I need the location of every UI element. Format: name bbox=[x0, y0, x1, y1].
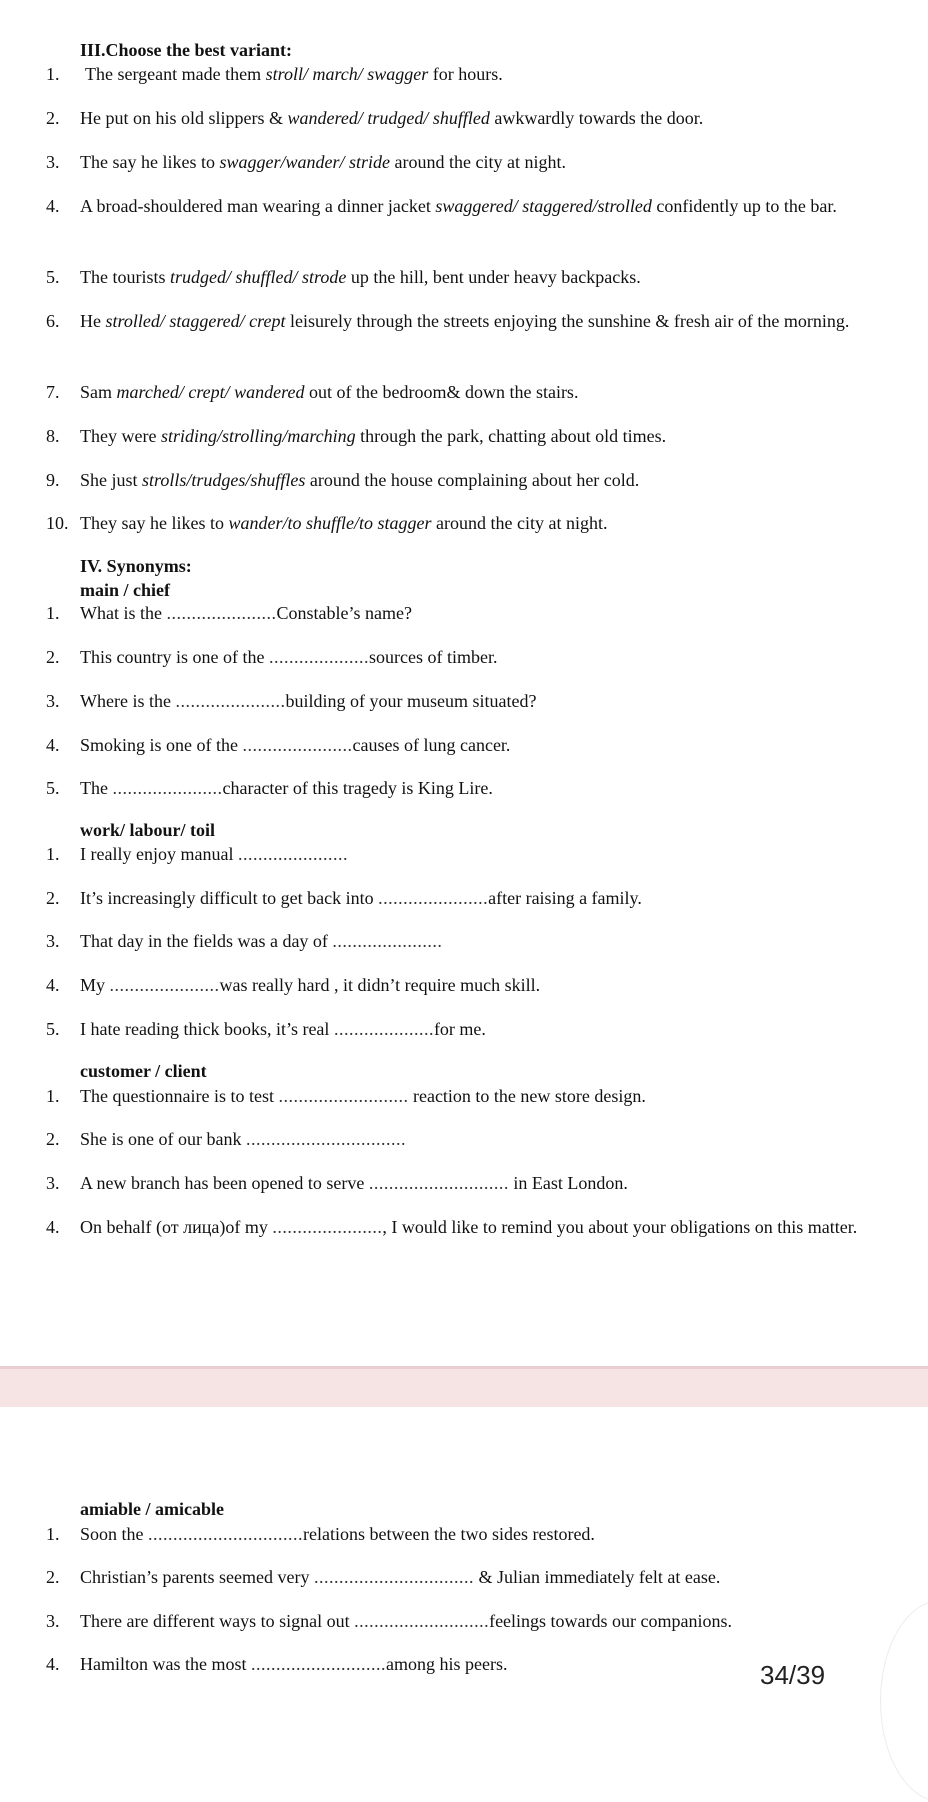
blank-line: ...................... bbox=[166, 603, 277, 623]
item-text: sources of timber. bbox=[368, 647, 498, 667]
item-text: My bbox=[80, 975, 110, 995]
item-text: The tourists bbox=[80, 267, 170, 287]
blank-line: ........................... bbox=[250, 1654, 386, 1674]
item-variants: striding/strolling/marching bbox=[160, 426, 356, 446]
item-text: The questionnaire is to test bbox=[80, 1086, 279, 1106]
item-number: 4. bbox=[46, 1654, 60, 1674]
item-number: 4. bbox=[46, 735, 60, 755]
blank-line: ...................... bbox=[332, 931, 443, 951]
blank-line: .................... bbox=[333, 1019, 434, 1039]
item-text: On behalf (от лица)of my bbox=[80, 1217, 273, 1237]
item-text: The say he likes to bbox=[80, 152, 220, 172]
item-number: 1. bbox=[46, 64, 60, 84]
item-text: I really enjoy manual bbox=[80, 844, 238, 864]
item-number: 2. bbox=[46, 888, 60, 908]
item-number: 3. bbox=[46, 931, 60, 951]
item-number: 1. bbox=[46, 1086, 60, 1106]
blank-line: ...................... bbox=[272, 1217, 383, 1237]
item-text: Christian’s parents seemed very bbox=[80, 1567, 314, 1587]
item-number: 5. bbox=[46, 1019, 60, 1039]
item-text: for hours. bbox=[428, 64, 503, 84]
item-text: What is the bbox=[80, 603, 167, 623]
item-text: for me. bbox=[433, 1019, 486, 1039]
item-text: That day in the fields was a day of bbox=[80, 931, 333, 951]
item-text: Smoking is one of the bbox=[80, 735, 243, 755]
item-text: among his peers. bbox=[385, 1654, 508, 1674]
item-variants: marched/ crept/ wandered bbox=[116, 382, 305, 402]
item-number: 1. bbox=[46, 603, 60, 623]
item-text: They say he likes to bbox=[80, 513, 229, 533]
blank-line: ...................... bbox=[109, 975, 220, 995]
item-number: 5. bbox=[46, 267, 60, 287]
item-number: 5. bbox=[46, 778, 60, 798]
item-text: He put on his old slippers & bbox=[80, 108, 288, 128]
item-text: The bbox=[80, 778, 113, 798]
item-number: 8. bbox=[46, 426, 60, 446]
item-text: Soon the bbox=[80, 1524, 149, 1544]
item-number: 2. bbox=[46, 1567, 60, 1587]
group-title: customer / client bbox=[80, 1061, 207, 1081]
document-page bbox=[0, 1405, 928, 1696]
blank-line: ............................ bbox=[368, 1173, 509, 1193]
item-text: relations between the two sides restored. bbox=[303, 1524, 595, 1544]
item-text: causes of lung cancer. bbox=[352, 735, 511, 755]
item-text: in East London. bbox=[508, 1173, 628, 1193]
item-number: 3. bbox=[46, 152, 60, 172]
item-number: 4. bbox=[46, 1217, 60, 1237]
item-text: Sam bbox=[80, 382, 117, 402]
item-variants: stroll/ march/ swagger bbox=[265, 64, 429, 84]
blank-line: .................... bbox=[268, 647, 369, 667]
blank-line: ...................... bbox=[112, 778, 223, 798]
item-number: 9. bbox=[46, 470, 60, 490]
item-text: I hate reading thick books, it’s real bbox=[80, 1019, 334, 1039]
blank-line: ...................... bbox=[378, 888, 489, 908]
item-text: They were bbox=[80, 426, 161, 446]
item-text: was really hard , it didn’t require much skill. bbox=[219, 975, 541, 995]
item-text: Constable’s name? bbox=[276, 603, 412, 623]
section-4-title: IV. Synonyms: bbox=[80, 556, 192, 576]
item-text: through the park, chatting about old times. bbox=[355, 426, 667, 446]
item-text: reaction to the new store design. bbox=[408, 1086, 646, 1106]
item-number: 2. bbox=[46, 1129, 60, 1149]
item-number: 1. bbox=[46, 1524, 60, 1544]
blank-line: ................................ bbox=[313, 1567, 474, 1587]
item-number: 2. bbox=[46, 647, 60, 667]
item-text: Hamilton was the most bbox=[80, 1654, 251, 1674]
item-text: This country is one of the bbox=[80, 647, 269, 667]
item-text: character of this tragedy is King Lire. bbox=[222, 778, 493, 798]
item-text: around the house complaining about her cold. bbox=[305, 470, 640, 490]
page-separator bbox=[0, 1366, 928, 1407]
item-text: She is one of our bank bbox=[80, 1129, 246, 1149]
item-variants: wander/to shuffle/to stagger bbox=[228, 513, 432, 533]
blank-line: ...................... bbox=[175, 691, 286, 711]
item-text: The sergeant made them bbox=[85, 64, 266, 84]
item-number: 6. bbox=[46, 311, 60, 331]
item-number: 4. bbox=[46, 196, 60, 216]
item-number: 3. bbox=[46, 1611, 60, 1631]
item-text: It’s increasingly difficult to get back into bbox=[80, 888, 379, 908]
section-3-title: III.Choose the best variant: bbox=[80, 40, 293, 60]
item-number: 2. bbox=[46, 108, 60, 128]
group-title: main / chief bbox=[80, 580, 170, 600]
item-variants: strolls/trudges/shuffles bbox=[142, 470, 306, 490]
item-text: There are different ways to signal out bbox=[80, 1611, 355, 1631]
item-number: 3. bbox=[46, 691, 60, 711]
item-number: 10. bbox=[46, 513, 69, 533]
item-number: 1. bbox=[46, 844, 60, 864]
item-text: confidently up to the bar. bbox=[651, 196, 837, 216]
blank-line: ........................... bbox=[354, 1611, 490, 1631]
item-text: building of your museum situated? bbox=[285, 691, 537, 711]
blank-line: ................................ bbox=[245, 1129, 406, 1149]
item-text: awkwardly towards the door. bbox=[489, 108, 704, 128]
item-text: feelings towards our companions. bbox=[489, 1611, 733, 1631]
item-text: She just bbox=[80, 470, 143, 490]
item-text: around the city at night. bbox=[431, 513, 608, 533]
item-variants: trudged/ shuffled/ strode bbox=[170, 267, 347, 287]
item-text: A broad-shouldered man wearing a dinner jacket bbox=[80, 196, 436, 216]
blank-line: ...................... bbox=[242, 735, 353, 755]
item-number: 3. bbox=[46, 1173, 60, 1193]
item-variants: swagger/wander/ stride bbox=[219, 152, 390, 172]
item-variants: wandered/ trudged/ shuffled bbox=[287, 108, 490, 128]
item-text: leisurely through the streets enjoying the sunshine & fresh air of the morning. bbox=[285, 311, 850, 331]
item-text: , I would like to remind you about your obligations on this matter. bbox=[382, 1217, 858, 1237]
item-number: 7. bbox=[46, 382, 60, 402]
item-variants: strolled/ staggered/ crept bbox=[105, 311, 286, 331]
item-text: around the city at night. bbox=[389, 152, 566, 172]
page-counter: 34/39 bbox=[760, 1660, 826, 1690]
item-text: Where is the bbox=[80, 691, 176, 711]
blank-line: ...................... bbox=[237, 844, 348, 864]
item-text: out of the bedroom& down the stairs. bbox=[304, 382, 579, 402]
item-text: He bbox=[80, 311, 106, 331]
item-variants: swaggered/ staggered/strolled bbox=[435, 196, 652, 216]
item-number: 4. bbox=[46, 975, 60, 995]
item-text: & Julian immediately felt at ease. bbox=[473, 1567, 721, 1587]
item-text: after raising a family. bbox=[488, 888, 642, 908]
blank-line: .......................... bbox=[278, 1086, 409, 1106]
item-text: A new branch has been opened to serve bbox=[80, 1173, 369, 1193]
item-text: up the hill, bent under heavy backpacks. bbox=[346, 267, 641, 287]
group-title: amiable / amicable bbox=[80, 1499, 224, 1519]
blank-line: ............................... bbox=[148, 1524, 304, 1544]
group-title: work/ labour/ toil bbox=[80, 820, 216, 840]
